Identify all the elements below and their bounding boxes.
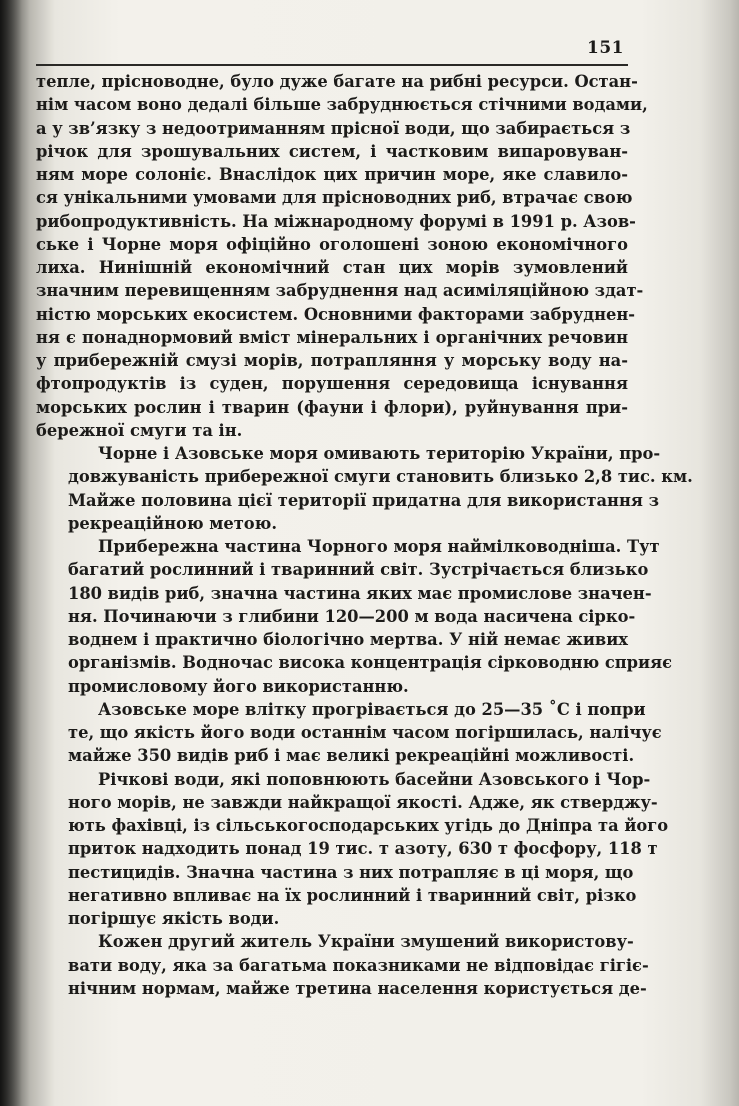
- paragraph: [36, 70, 648, 442]
- text-line: майже 350 видів риб і має великі рекреаційні можливості.: [68, 746, 635, 766]
- text-line: ся унікальними умовами для прісноводних риб, втрачає свою: [36, 188, 633, 208]
- text-line: пестицидів. Значна частина з них потрапляє в ці моря, що: [68, 862, 634, 882]
- text-line: Чорне і Азовське моря омивають територію України, про-: [98, 444, 661, 463]
- paragraph: [36, 768, 669, 931]
- running-head: [36, 38, 628, 66]
- text-line: ням море солоніє. Внаслідок цих причин море, яке славило-: [36, 165, 628, 184]
- paragraph: [36, 930, 649, 1000]
- text-line: приток надходить понад 19 тис. т азоту, 630 т фосфору, 118 т: [68, 839, 658, 859]
- text-line: промисловому його використанню.: [68, 676, 409, 696]
- body-text: [36, 70, 693, 1000]
- text-line: ного морів, не завжди найкращої якості. Адже, як стверджу-: [68, 792, 658, 812]
- text-line: ське і Чорне моря офіційно оголошені зоною економічного: [36, 234, 628, 254]
- paragraph: [36, 535, 673, 698]
- text-line: ністю морських екосистем. Основними факторами забруднен-: [36, 304, 636, 324]
- text-line: довжуваність прибережної смуги становить близько 2,8 тис. км.: [68, 467, 693, 487]
- text-line: ня є понаднормовий вміст мінеральних і органічних речовин: [36, 327, 628, 347]
- text-line: морських рослин і тварин (фауни і флори), руйнування при-: [36, 397, 628, 417]
- text-line: негативно впливає на їх рослинний і тваринний світ, різко: [68, 885, 637, 905]
- text-line: нім часом воно дедалі більше забруднюється стічними водами,: [36, 95, 648, 115]
- text-line: Азовське море влітку прогрівається до 25—35 ˚С і попри: [98, 699, 646, 719]
- text-line: багатий рослинний і тваринний світ. Зустрічається близько: [68, 560, 649, 580]
- text-line: погіршує якість води.: [68, 909, 280, 928]
- paragraph: [36, 698, 662, 768]
- text-line: нічним нормам, майже третина населення користується де-: [68, 978, 647, 998]
- page-number: 151: [587, 38, 624, 58]
- text-line: рибопродуктивність. На міжнародному форумі в 1991 р. Азов-: [36, 211, 636, 231]
- text-line: бережної смуги та ін.: [36, 420, 243, 440]
- text-line: 180 видів риб, значна частина яких має промислове значен-: [68, 583, 652, 603]
- text-line: Кожен другий житель України змушений використову-: [98, 932, 634, 952]
- text-line: лиха. Нинішній економічний стан цих морів зумовлений: [36, 258, 628, 277]
- text-line: фтопродуктів із суден, порушення середовища існування: [36, 374, 628, 394]
- text-line: воднем і практично біологічно мертва. У ній немає живих: [68, 630, 628, 649]
- text-line: те, що якість його води останнім часом погіршилась, налічує: [68, 723, 662, 742]
- text-line: ня. Починаючи з глибини 120—200 м вода насичена сірко-: [68, 606, 636, 626]
- text-line: Майже половина цієї території придатна для використання з: [68, 490, 659, 510]
- text-line: у прибережній смузі морів, потрапляння у морську воду на-: [36, 351, 628, 370]
- text-line: тепле, прісноводне, було дуже багате на рибні ресурси. Остан-: [36, 72, 638, 91]
- text-line: рекреаційною метою.: [68, 513, 278, 533]
- paragraph: [36, 442, 693, 535]
- text-line: вати воду, яка за багатьма показниками не відповідає гігіє-: [68, 955, 649, 975]
- text-line: Прибережна частина Чорного моря наймілководніша. Тут: [98, 537, 660, 556]
- text-line: значним перевищенням забруднення над асиміляційною здат-: [36, 281, 644, 301]
- text-line: Річкові води, які поповнюють басейни Азовського і Чор-: [98, 769, 651, 789]
- text-line: а у зв’язку з недоотриманням прісної води, що забирається з: [36, 118, 631, 138]
- text-line: організмів. Водночас висока концентрація сірководню сприяє: [68, 653, 673, 673]
- text-line: річок для зрошувальних систем, і частковим випаровуван-: [36, 141, 628, 161]
- text-line: ють фахівці, із сільськогосподарських угідь до Дніпра та його: [68, 816, 669, 835]
